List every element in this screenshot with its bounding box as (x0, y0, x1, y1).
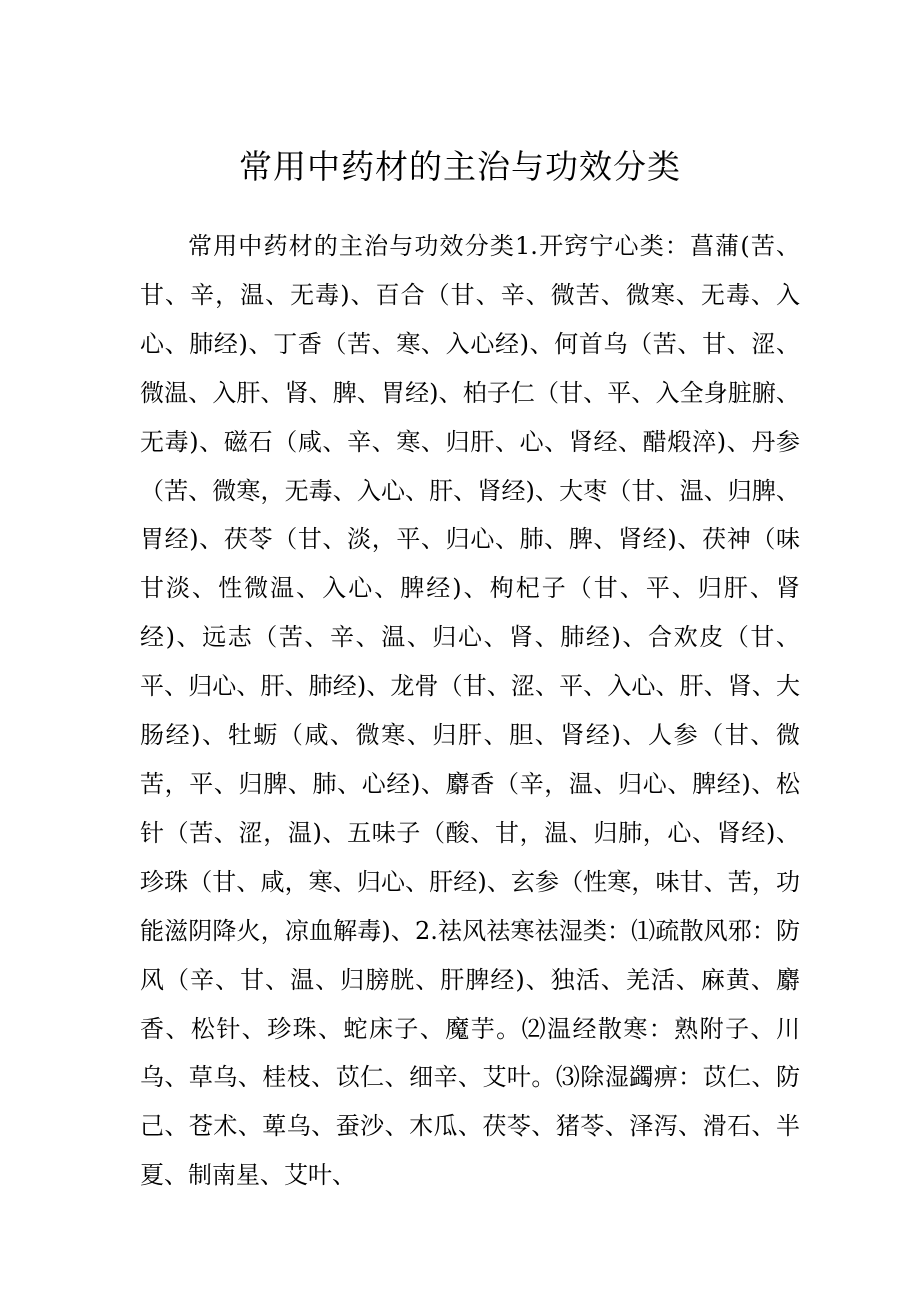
document-title: 常用中药材的主治与功效分类 (239, 147, 681, 186)
document-body-paragraph: 常用中药材的主治与功效分类1.开窍宁心类：菖蒲(苦、甘、辛，温、无毒)、百合（甘、辛、微苦、微寒、无毒、入心、肺经)、丁香（苦、寒、入心经)、何首乌（苦、甘、涩、微温、入肝、肾、脾、胃经)、柏子仁（甘、平、入全身脏腑、无毒)、磁石（咸、辛、寒、归肝、心、肾经、醋煅淬)、丹参（苦、微寒，无毒、入心、肝、肾经)、大枣（甘、温、归脾、胃经)、茯苓（甘、淡，平、归心、肺、脾、肾经)、茯神（味甘淡、性微温、入心、脾经)、枸杞子（甘、平、归肝、肾经)、远志（苦、辛、温、归心、肾、肺经)、合欢皮（甘、平、归心、肝、肺经)、龙骨（甘、涩、平、入心、肝、肾、大肠经)、牡蛎（咸、微寒、归肝、胆、肾经)、人参（甘、微苦，平、归脾、肺、心经)、麝香（辛，温、归心、脾经)、松针（苦、涩，温)、五味子（酸、甘，温、归肺，心、肾经)、珍珠（甘、咸，寒、归心、肝经)、玄参（性寒，味甘、苦，功能滋阴降火，凉血解毒)、2.祛风祛寒祛湿类：⑴疏散风邪：防风（辛、甘、温、归膀胱、肝脾经)、独活、羌活、麻黄、麝香、松针、珍珠、蛇床子、魔芋。⑵温经散寒：熟附子、川乌、草乌、桂枝、苡仁、细辛、艾叶。⑶除湿蠲痹：苡仁、防己、苍术、萆乌、蚕沙、木瓜、茯苓、猪苓、泽泻、滑石、半夏、制南星、艾叶、 (140, 232, 800, 1190)
